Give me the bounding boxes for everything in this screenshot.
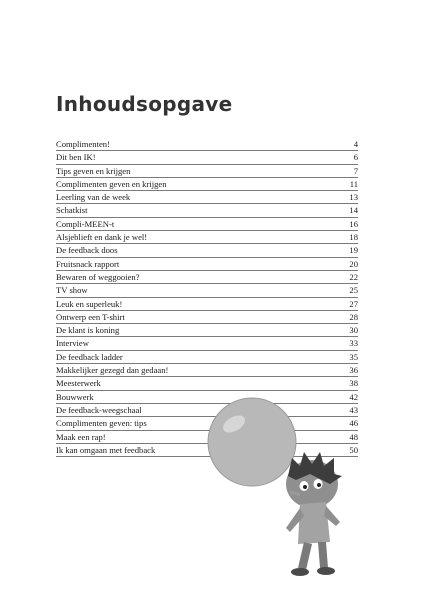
- toc-entry-title: Interview: [56, 338, 89, 349]
- toc-entry-page-number: 43: [349, 404, 358, 415]
- toc-entry-page-number: 48: [349, 431, 358, 442]
- toc-entry-title: Dit ben IK!: [56, 152, 96, 163]
- toc-entry-page-number: 20: [349, 258, 358, 269]
- toc-entry-page-number: 35: [349, 351, 358, 362]
- toc-entry-page-number: 4: [353, 139, 358, 149]
- toc-entry-page-number: 42: [349, 391, 358, 402]
- toc-entry-page-number: 6: [353, 152, 358, 163]
- toc-entry: [56, 258, 358, 271]
- toc-entry-page-number: 7: [353, 165, 358, 176]
- toc-entry-title: De feedback doos: [56, 245, 118, 256]
- toc-entry: [56, 311, 358, 324]
- toc-entry-title: Compli-MEEN-t: [56, 218, 115, 229]
- toc-entry: [56, 151, 358, 164]
- toc-entry: [56, 324, 358, 337]
- toc-entry-title: Leerling van de week: [56, 192, 131, 203]
- toc-entry-title: Tips geven en krijgen: [56, 165, 131, 176]
- page-title: Inhoudsopgave: [56, 92, 233, 116]
- toc-entry-title: Ontwerp een T-shirt: [56, 311, 125, 322]
- bubblegum-boy-illustration: [200, 396, 370, 586]
- toc-entry: [56, 377, 358, 390]
- toc-entry-title: Bouwwerk: [56, 391, 94, 402]
- toc-entry-title: Bewaren of weggooien?: [56, 271, 140, 282]
- toc-entry: [56, 138, 358, 151]
- toc-entry: [56, 351, 358, 364]
- toc-entry: [56, 165, 358, 178]
- toc-entry-title: Meesterwerk: [56, 378, 101, 389]
- toc-entry-title: De feedback-weegschaal: [56, 404, 142, 415]
- toc-entry-title: Makkelijker gezegd dan gedaan!: [56, 365, 169, 376]
- toc-entry: [56, 218, 358, 231]
- toc-entry-page-number: 50: [349, 444, 358, 455]
- toc-entry-title: De klant is koning: [56, 325, 120, 336]
- toc-entry-title: De feedback ladder: [56, 351, 123, 362]
- toc-entry-title: Leuk en superleuk!: [56, 298, 123, 309]
- toc-entry-title: Complimenten!: [56, 139, 110, 149]
- toc-entry-page-number: 19: [349, 245, 358, 256]
- toc-entry-page-number: 13: [349, 192, 358, 203]
- toc-entry: [56, 204, 358, 217]
- toc-entry-page-number: 25: [349, 285, 358, 296]
- toc-entry: [56, 178, 358, 191]
- toc-entry-title: Fruitsnack rapport: [56, 258, 120, 269]
- toc-entry-page-number: 28: [349, 311, 358, 322]
- toc-entry-page-number: 16: [349, 218, 358, 229]
- toc-entry-title: Ik kan omgaan met feedback: [56, 444, 156, 455]
- toc-entry: [56, 244, 358, 257]
- toc-entry: [56, 271, 358, 284]
- toc-entry-page-number: 11: [349, 178, 358, 189]
- toc-entry: [56, 364, 358, 377]
- toc-entry-page-number: 18: [349, 232, 358, 243]
- toc-entry-page-number: 30: [349, 325, 358, 336]
- toc-entry-page-number: 46: [349, 418, 358, 429]
- toc-entry-title: Alsjeblieft en dank je wel!: [56, 232, 148, 243]
- toc-entry-page-number: 14: [349, 205, 358, 216]
- toc-entry: [56, 231, 358, 244]
- toc-entry-page-number: 27: [349, 298, 358, 309]
- toc-entry-page-number: 38: [349, 378, 358, 389]
- toc-entry: [56, 298, 358, 311]
- toc-entry-title: Complimenten geven en krijgen: [56, 178, 167, 189]
- toc-entry-title: Complimenten geven: tips: [56, 418, 147, 429]
- toc-entry: [56, 191, 358, 204]
- toc-entry-title: Schatkist: [56, 205, 88, 216]
- toc-entry: [56, 337, 358, 350]
- toc-entry-title: Maak een rap!: [56, 431, 106, 442]
- toc-entry-page-number: 33: [349, 338, 358, 349]
- toc-entry-title: TV show: [56, 285, 88, 296]
- toc-entry-page-number: 36: [349, 365, 358, 376]
- toc-entry-page-number: 22: [349, 271, 358, 282]
- toc-entry: [56, 284, 358, 297]
